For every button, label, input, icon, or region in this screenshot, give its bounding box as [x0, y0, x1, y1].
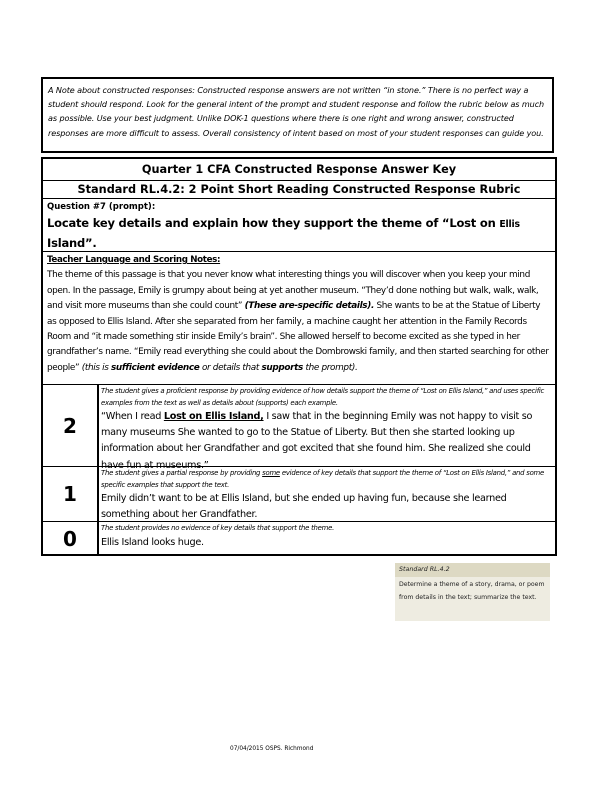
criteria-text: evidence of key details that support the theme of “Lost on Ellis Island,” and some specific examples that support the text. — [101, 469, 544, 489]
scoring-notes-heading: Teacher Language and Scoring Notes: — [47, 255, 221, 265]
standard-heading: Standard RL.4.2 — [395, 563, 550, 577]
notes-emphasis: supports — [261, 362, 303, 373]
scoring-notes-body — [47, 270, 549, 372]
score-row-1 — [43, 467, 555, 522]
notes-aside: the prompt). — [303, 362, 358, 373]
standard-reference-box — [395, 563, 550, 621]
page-footer: 07/04/2015 OSPS. Richmond — [230, 746, 314, 752]
criteria-text: The student gives a partial response by providing — [101, 469, 263, 477]
sample-response: Ellis Island looks huge. — [101, 536, 204, 548]
notes-aside: (this is — [81, 362, 111, 373]
prompt-text-end: Island”. — [47, 236, 97, 250]
constructed-response-note — [41, 77, 554, 153]
book-title: Lost on Ellis Island, — [163, 411, 264, 422]
score-criteria — [101, 468, 551, 491]
question-prompt — [47, 214, 555, 252]
score-criteria: The student gives a proficient response by providing evidence of how details support the theme of “Lost on Ellis Island,” and uses specific examples from the text as well as details about (supports) each example. — [101, 387, 545, 407]
notes-text: She wants to be at the Statue of Liberty as opposed to Ellis Island. After she separated from her family, a machine caught her attention in the Family Records Room and “it made something stir inside Emily’s brain”. She allowed herself to become excited as she typed in her grandfather’s name. “Emily read everything she could about the Dombrowski family, and then started searching for other people” — [47, 301, 549, 373]
score-value: 0 — [43, 522, 99, 556]
question-label: Question #7 (prompt): — [47, 202, 156, 212]
score-value: 1 — [43, 467, 99, 521]
sample-text: I saw that in the beginning Emily was not happy to visit so many museums She wanted to go to the Statue of Liberty. But then she started looking up information about her Grandfather and got excited that she found him. She realized she could have fun at museums.” — [101, 411, 533, 471]
score-description — [101, 385, 551, 471]
score-criteria: The student provides no evidence of key details that support the theme. — [101, 524, 335, 532]
score-description — [101, 467, 551, 521]
sample-response — [101, 409, 551, 474]
standard-description: Determine a theme of a story, drama, or poem from details in the text; summarize the text. — [395, 577, 550, 621]
notes-emphasis: sufficient evidence — [110, 362, 200, 373]
prompt-text: Locate key details and explain how they support the theme of “Lost on — [47, 216, 500, 230]
score-value: 2 — [43, 385, 99, 466]
notes-emphasis: (These are-specific details). — [244, 301, 374, 312]
notes-text: The theme of this passage is that you never know what interesting things you will discover when you keep your mind open. In the passage, Emily is grumpy about being at yet another museum. “They’d done nothing but walk, walk, walk, and visit more museums than she could count” — [47, 270, 539, 312]
sample-text: “When I read — [101, 411, 164, 422]
rubric-table — [41, 157, 557, 556]
notes-aside: or details that — [199, 362, 262, 373]
rubric-standard-line: Standard RL.4.2: 2 Point Short Reading Constructed Response Rubric — [43, 181, 555, 199]
prompt-text-small: Ellis — [499, 219, 520, 230]
score-row-0 — [43, 522, 555, 556]
note-text: A Note about constructed responses: Constructed response answers are not written “in stone.” There is no perfect way a student should respond. Look for the general intent of the prompt and student response and follow the rubric below as much as possible. Use your best judgment. Unlike DOK-1 questions where there is one right and wrong answer, constructed responses are more difficult to assess. Overall consistency of intent based on most of your student responses can guide you. — [48, 85, 545, 138]
criteria-emphasis: some — [262, 469, 280, 477]
score-description — [101, 522, 551, 556]
score-row-2 — [43, 385, 555, 471]
rubric-title: Quarter 1 CFA Constructed Response Answer Key — [43, 159, 555, 181]
question-section — [43, 199, 555, 252]
scoring-notes-section — [43, 252, 555, 385]
sample-response: Emily didn’t want to be at Ellis Island, but she ended up having fun, because she learned something about her Grandfather. — [101, 493, 507, 521]
